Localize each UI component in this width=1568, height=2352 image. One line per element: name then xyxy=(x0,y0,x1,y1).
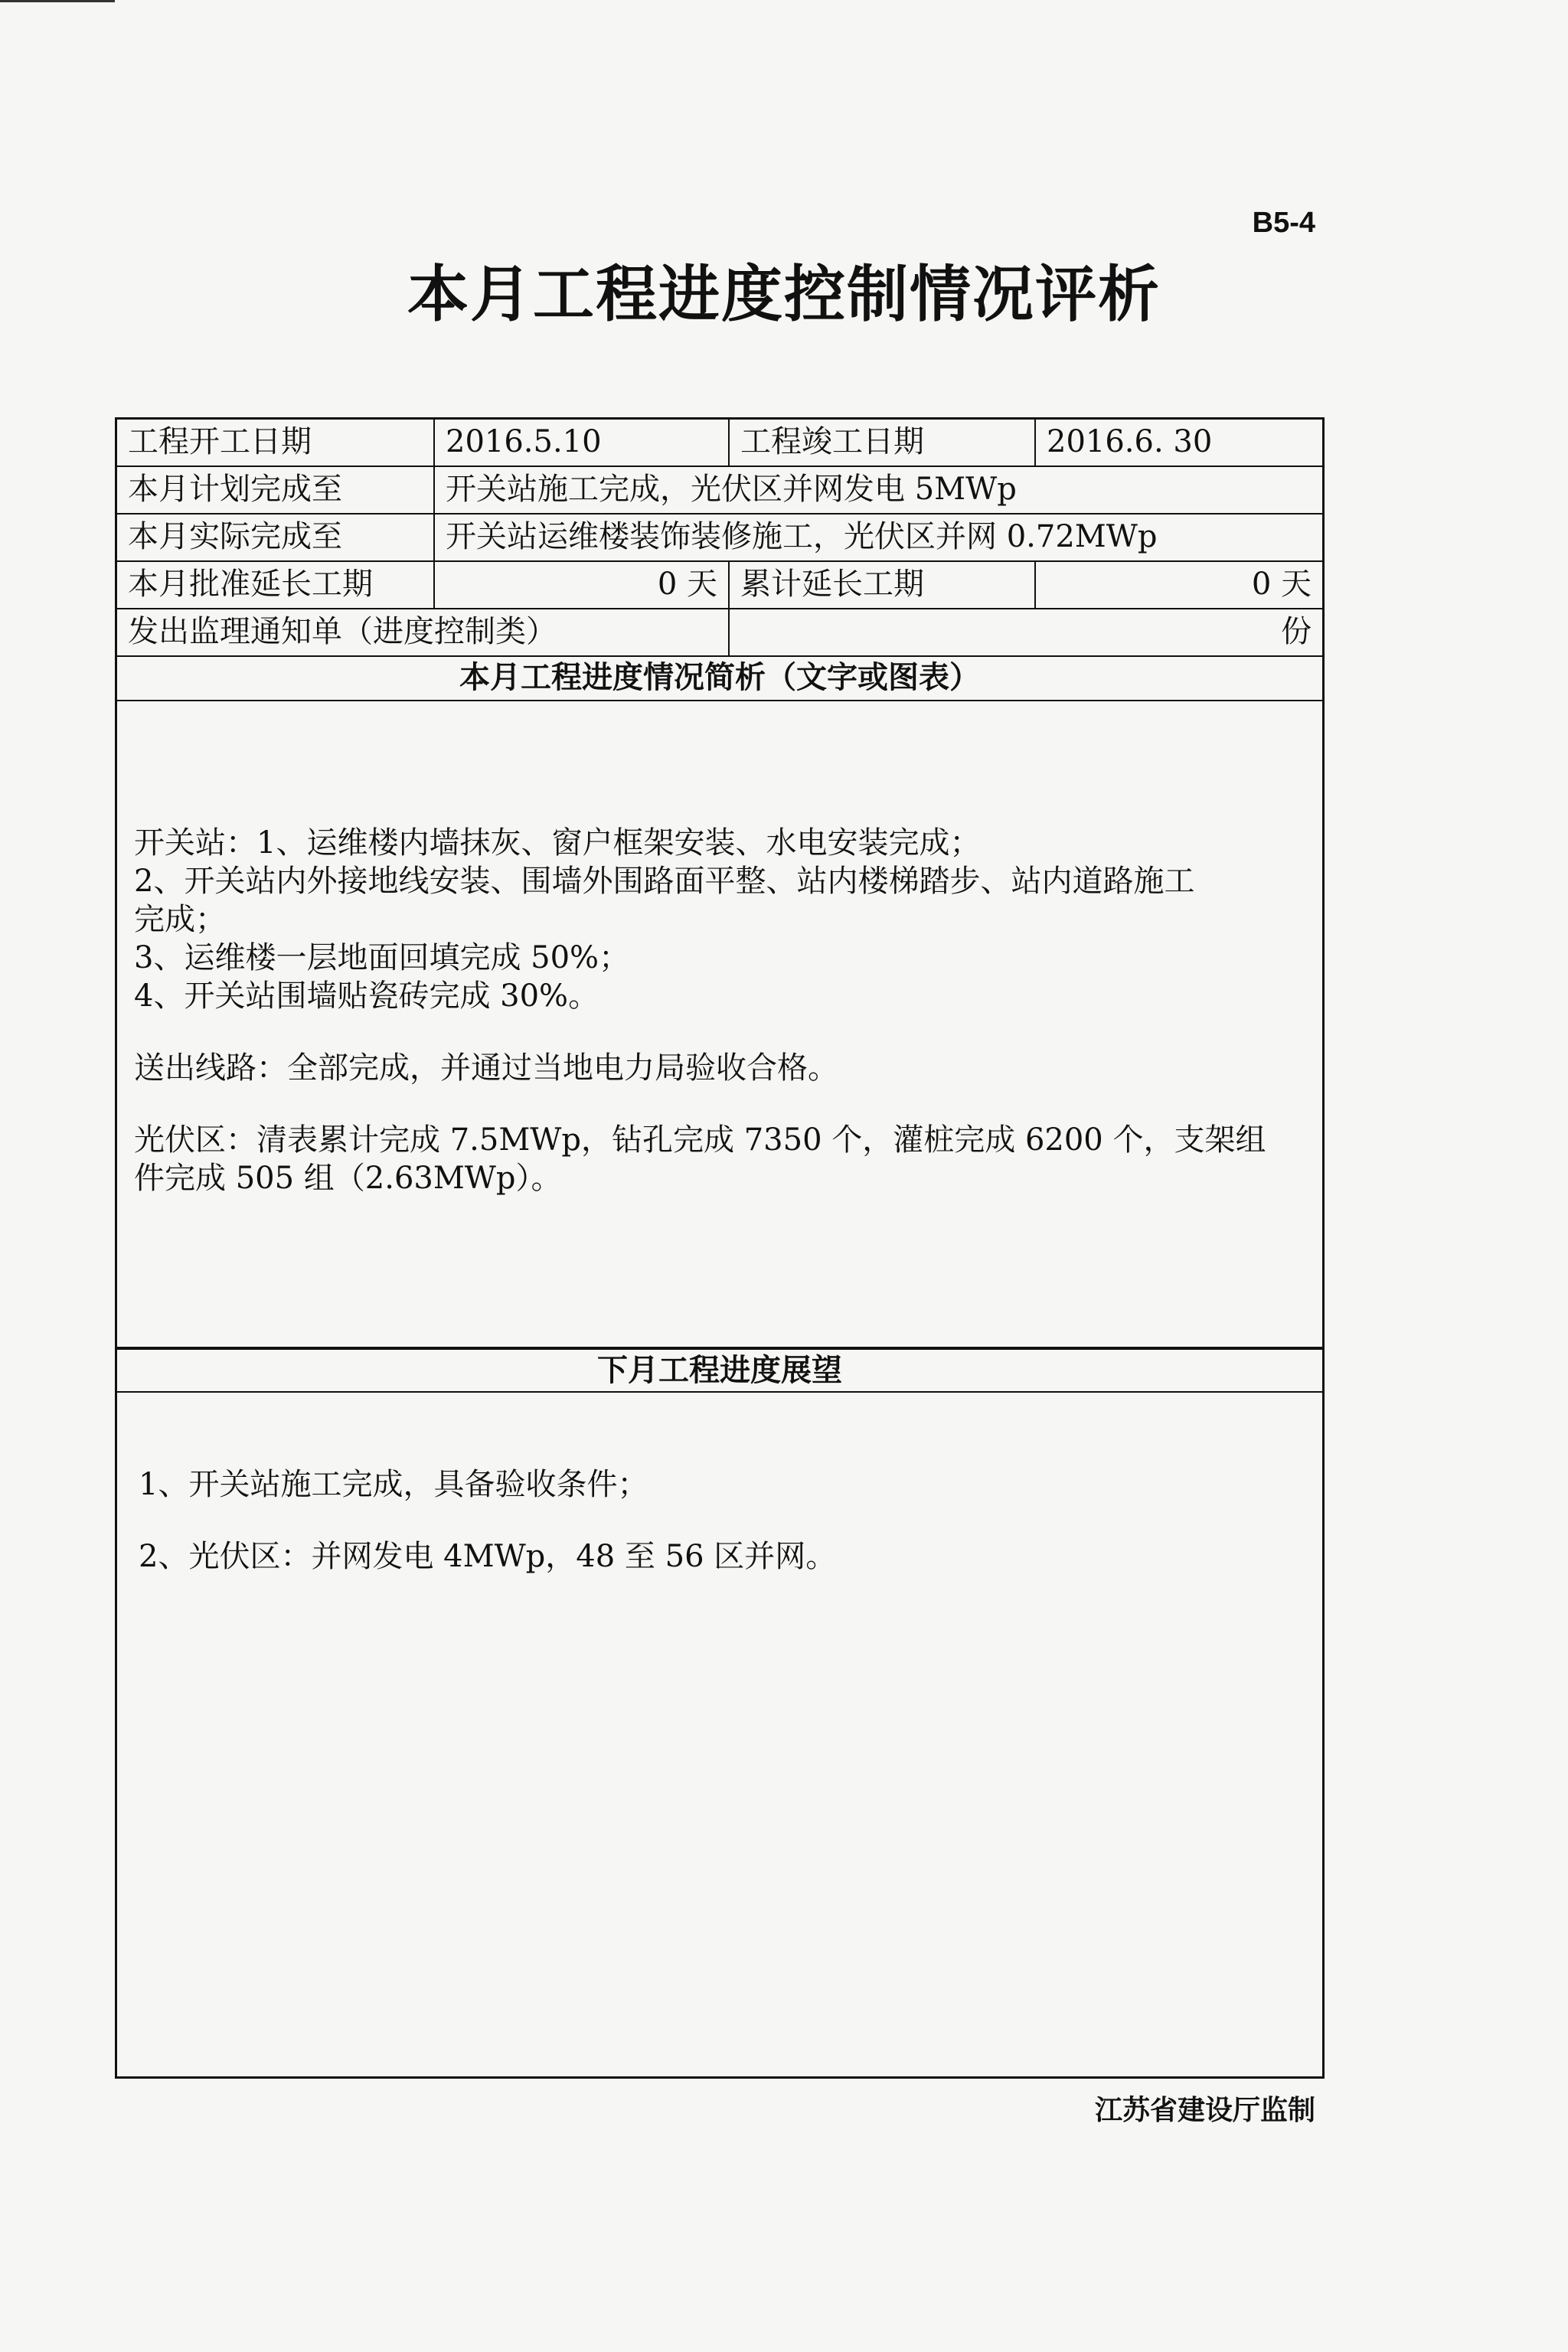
extension-value: 0 天 xyxy=(435,562,730,608)
analysis-line-5: 4、开关站围墙贴瓷砖完成 30%。 xyxy=(134,978,599,1014)
pv-line-1: 光伏区：清表累计完成 7.5MWp，钻孔完成 7350 个，灌桩完成 6200 个，支架组 xyxy=(134,1122,1266,1158)
extension-label: 本月批准延长工期 xyxy=(117,562,435,608)
completion-date-value: 2016.6. 30 xyxy=(1047,424,1213,459)
notice-row xyxy=(117,609,1322,657)
start-date-value: 2016.5.10 xyxy=(435,420,730,466)
cumulative-label: 累计延长工期 xyxy=(730,562,1036,608)
progress-form xyxy=(115,417,1325,2079)
outlook-item-1: 1、开关站施工完成，具备验收条件； xyxy=(139,1467,648,1502)
analysis-line-1: 开关站：1、运维楼内墙抹灰、窗户框架安装、水电安装完成； xyxy=(134,825,981,861)
form-code: B5-4 xyxy=(1252,207,1315,239)
issuer-footer: 江苏省建设厅监制 xyxy=(1094,2095,1315,2126)
transmission-line: 送出线路：全部完成，并通过当地电力局验收合格。 xyxy=(134,1050,838,1086)
analysis-section xyxy=(117,701,1322,1348)
planned-label: 本月计划完成至 xyxy=(117,467,435,513)
extension-row xyxy=(117,562,1322,609)
actual-value: 开关站运维楼装饰装修施工，光伏区并网 0.72MWp xyxy=(446,519,1158,554)
scan-edge-line xyxy=(0,0,115,2)
outlook-section xyxy=(117,1393,1322,1576)
analysis-heading-row xyxy=(117,657,1322,701)
outlook-item-2: 2、光伏区：并网发电 4MWp，48 至 56 区并网。 xyxy=(139,1539,837,1574)
pv-line-2: 件完成 505 组（2.63MWp）。 xyxy=(134,1161,562,1196)
planned-value: 开关站施工完成，光伏区并网发电 5MWp xyxy=(446,472,1017,507)
start-date-label: 工程开工日期 xyxy=(117,420,435,466)
analysis-line-2: 2、开关站内外接地线安装、围墙外围路面平整、站内楼梯踏步、站内道路施工 xyxy=(134,864,1195,899)
notice-value: 份 xyxy=(1281,614,1312,649)
outlook-heading: 下月工程进度展望 xyxy=(597,1352,842,1388)
completion-date-label: 工程竣工日期 xyxy=(730,420,1036,466)
actual-label: 本月实际完成至 xyxy=(117,514,435,560)
analysis-line-4: 3、运维楼一层地面回填完成 50%； xyxy=(134,940,630,975)
outlook-heading-row xyxy=(117,1348,1322,1393)
dates-row xyxy=(117,420,1322,467)
actual-row xyxy=(117,514,1322,562)
planned-row xyxy=(117,467,1322,514)
page-title: 本月工程进度控制情况评析 xyxy=(407,259,1161,330)
analysis-line-3: 完成； xyxy=(134,902,226,937)
cumulative-value: 0 天 xyxy=(1251,567,1312,602)
analysis-heading: 本月工程进度情况简析（文字或图表） xyxy=(459,659,980,695)
notice-label: 发出监理通知单（进度控制类） xyxy=(117,609,730,655)
